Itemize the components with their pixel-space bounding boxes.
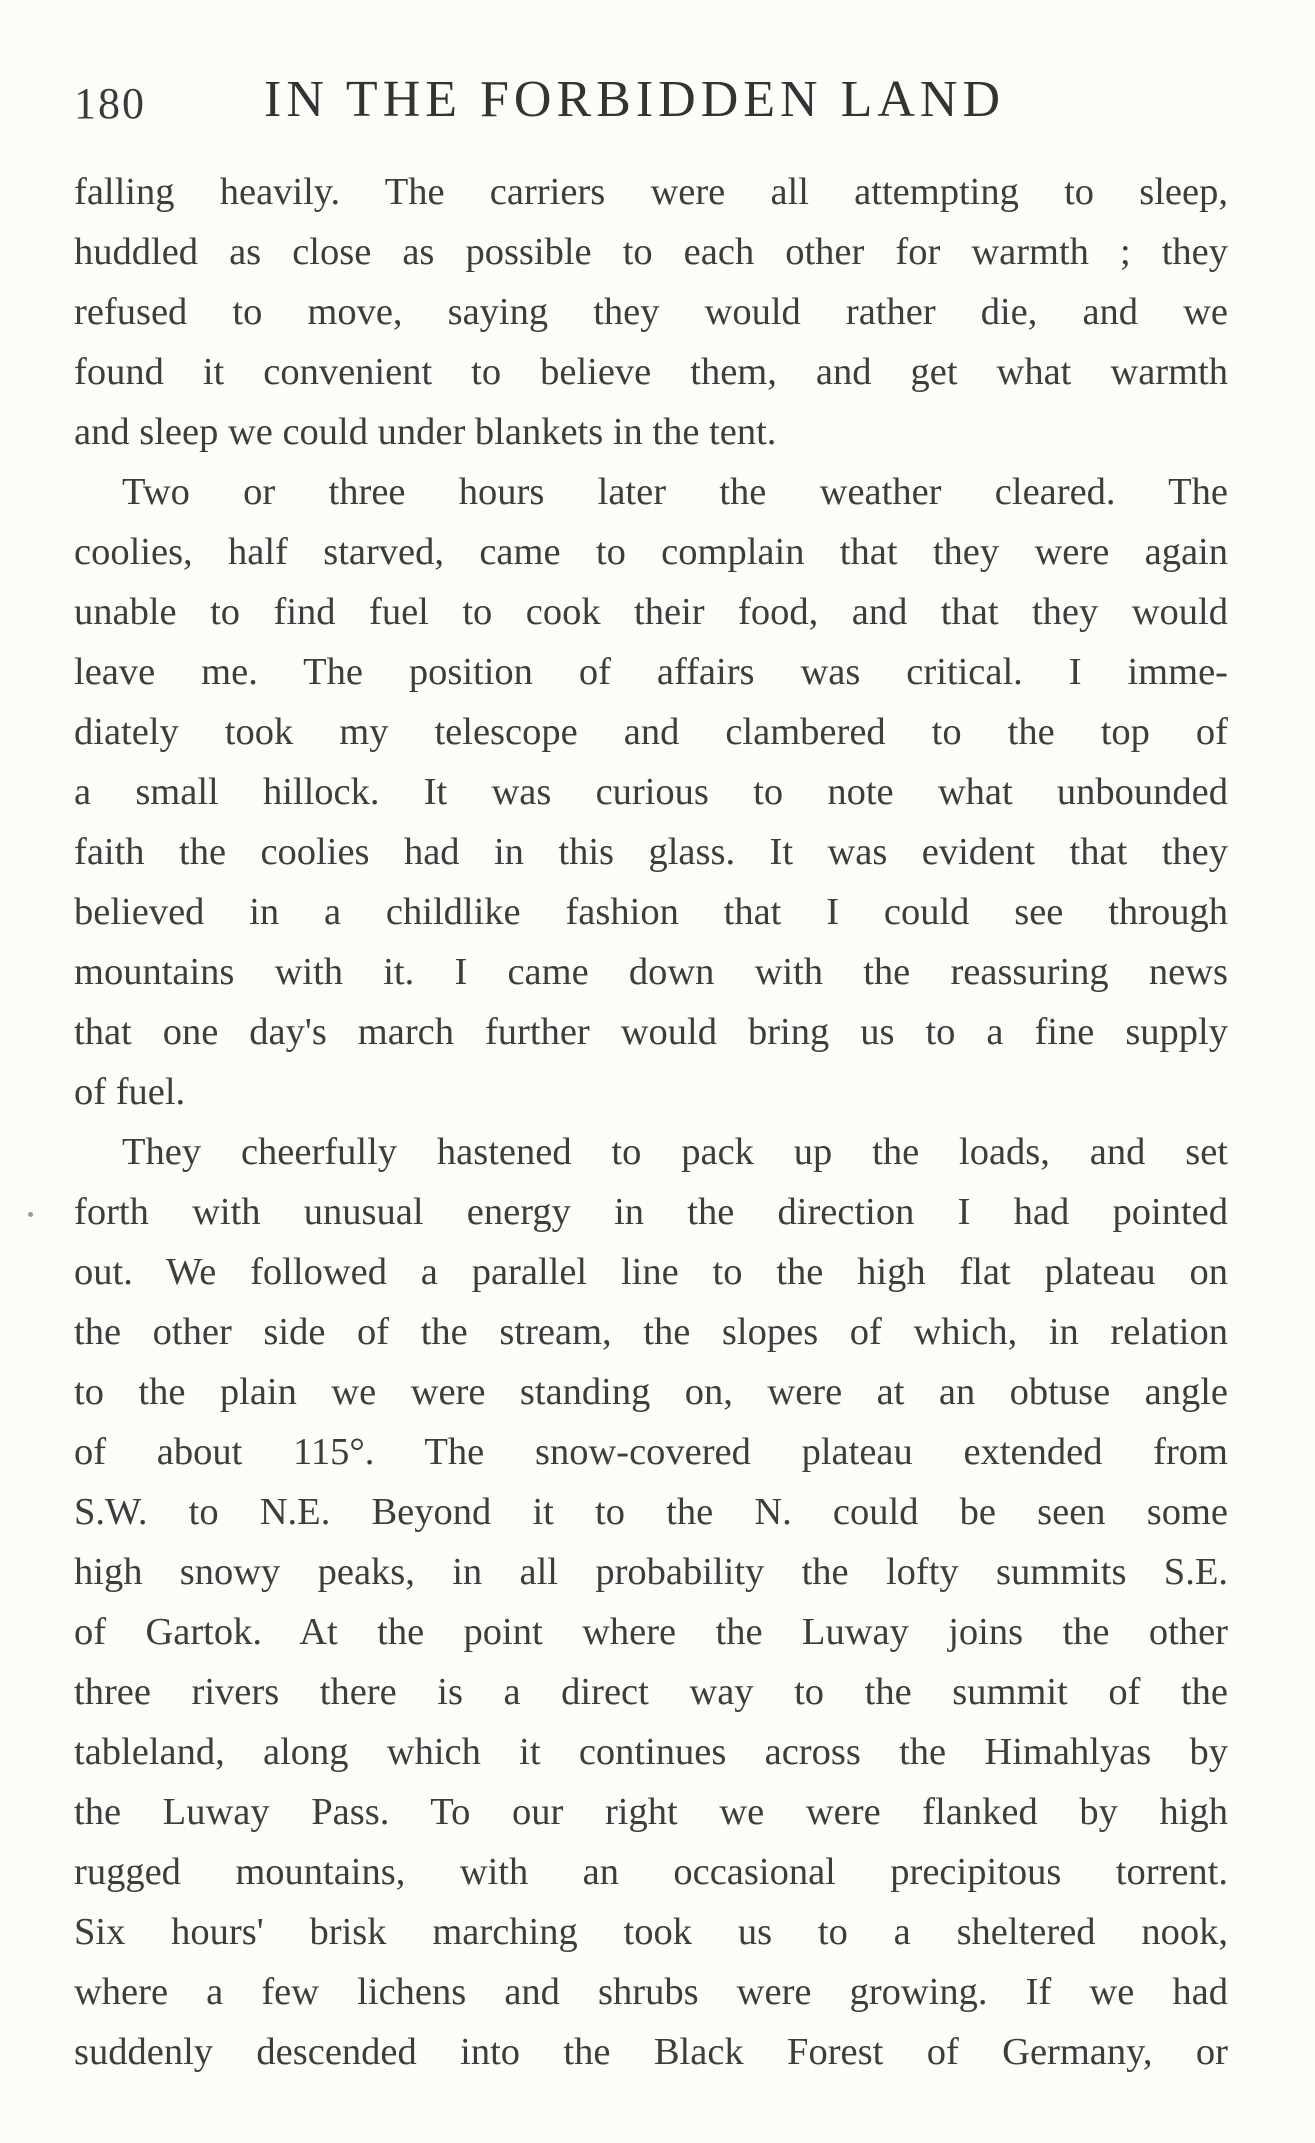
text-line: refused to move, saying they would rather die, and we <box>74 291 1228 333</box>
text-line: Six hours' brisk marching took us to a sheltered nook, <box>74 1911 1228 1953</box>
text-line: the Luway Pass. To our right we were flanked by high <box>74 1791 1228 1833</box>
text-line: of about 115°. The snow-covered plateau extended from <box>74 1431 1228 1473</box>
text-line: out. We followed a parallel line to the high flat plateau on <box>74 1251 1228 1293</box>
text-line: unable to find fuel to cook their food, and that they would <box>74 591 1228 633</box>
text-line: faith the coolies had in this glass. It was evident that they <box>74 831 1228 873</box>
text-line: of fuel. <box>74 1071 186 1113</box>
text-line: found it convenient to believe them, and get what warmth <box>74 351 1228 393</box>
body-text <box>74 162 1228 2082</box>
text-line: tableland, along which it continues across the Himahlyas by <box>74 1731 1228 1773</box>
text-line: believed in a childlike fashion that I could see through <box>74 891 1228 933</box>
text-line: coolies, half starved, came to complain that they were again <box>74 531 1228 573</box>
text-line: high snowy peaks, in all probability the lofty summits S.E. <box>74 1551 1228 1593</box>
paragraph-3 <box>74 1122 1228 2082</box>
margin-speck <box>28 1212 33 1217</box>
running-head <box>74 70 1254 140</box>
text-line: to the plain we were standing on, were at an obtuse angle <box>74 1371 1228 1413</box>
text-line: where a few lichens and shrubs were growing. If we had <box>74 1971 1228 2013</box>
text-line: mountains with it. I came down with the reassuring news <box>74 951 1228 993</box>
text-line: a small hillock. It was curious to note what unbounded <box>74 771 1228 813</box>
text-line: the other side of the stream, the slopes of which, in relation <box>74 1311 1228 1353</box>
text-line: huddled as close as possible to each other for warmth ; they <box>74 231 1228 273</box>
text-line: Two or three hours later the weather cleared. The <box>122 471 1228 513</box>
text-line: falling heavily. The carriers were all attempting to sleep, <box>74 171 1228 213</box>
text-line: three rivers there is a direct way to the summit of the <box>74 1671 1228 1713</box>
paragraph-1 <box>74 162 1228 462</box>
text-line: and sleep we could under blankets in the tent. <box>74 411 777 453</box>
text-line: that one day's march further would bring us to a fine supply <box>74 1011 1228 1053</box>
running-title: IN THE FORBIDDEN LAND <box>264 71 1006 128</box>
text-line: leave me. The position of affairs was critical. I imme- <box>74 651 1228 693</box>
text-line: suddenly descended into the Black Forest of Germany, or <box>74 2031 1228 2073</box>
page-number: 180 <box>74 79 146 128</box>
text-line: They cheerfully hastened to pack up the loads, and set <box>122 1131 1228 1173</box>
paragraph-2 <box>74 462 1228 1122</box>
text-line: rugged mountains, with an occasional precipitous torrent. <box>74 1851 1228 1893</box>
text-line: forth with unusual energy in the direction I had pointed <box>74 1191 1228 1233</box>
text-line: S.W. to N.E. Beyond it to the N. could be seen some <box>74 1491 1228 1533</box>
text-line: diately took my telescope and clambered to the top of <box>74 711 1228 753</box>
text-line: of Gartok. At the point where the Luway joins the other <box>74 1611 1228 1653</box>
